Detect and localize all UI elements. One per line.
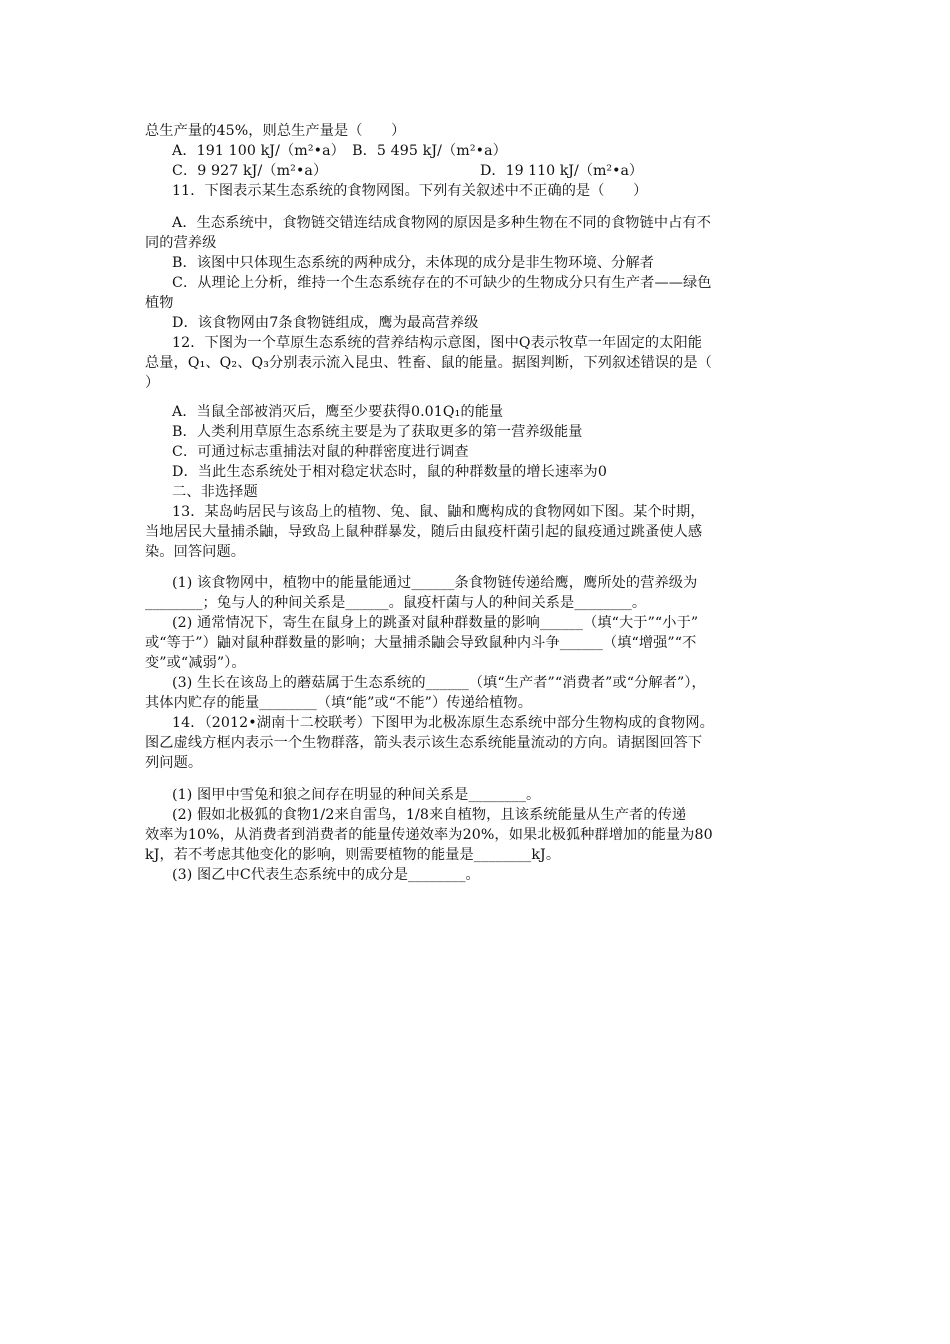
option-c: C．从理论上分析，维持一个生态系统存在的不可缺少的生物成分只有生产者——绿色: [172, 275, 712, 291]
question-13: 13．某岛屿居民与该岛上的植物、兔、鼠、鼬和鹰构成的食物网如下图。某个时期，: [172, 504, 705, 520]
option-d: D．该食物网由7条食物链组成，鹰为最高营养级: [172, 315, 479, 331]
sub-question: (2) 假如北极狐的食物1/2来自雷鸟，1/8来自植物，且该系统能量从生产者的传递: [172, 807, 687, 823]
text-line: 或“等于”）鼬对鼠种群数量的影响；大量捕杀鼬会导致鼠种内斗争______（填“增强”“不: [145, 635, 697, 651]
option-c: C．可通过标志重捕法对鼠的种群密度进行调查: [172, 444, 469, 460]
text-line: 变”或“减弱”）。: [145, 655, 246, 671]
text-line: ）: [145, 375, 160, 391]
section-heading: 二、非选择题: [172, 484, 258, 500]
text-line: 同的营养级: [145, 235, 217, 251]
option-d: D．19 110 kJ/（m²•a）: [480, 163, 644, 179]
question-11: 11．下图表示某生态系统的食物网图。下列有关叙述中不正确的是（ ）: [172, 183, 648, 199]
sub-question: (3) 生长在该岛上的蘑菇属于生态系统的______（填“生产者”“消费者”或“分解者”），: [172, 675, 706, 691]
sub-question: (3) 图乙中C代表生态系统中的成分是________。: [172, 867, 480, 883]
option-a: A．当鼠全部被消灭后，鹰至少要获得0.01Q₁的能量: [172, 404, 504, 420]
option-d: D．当此生态系统处于相对稳定状态时，鼠的种群数量的增长速率为0: [172, 464, 607, 480]
text-line: 染。回答问题。: [145, 544, 246, 560]
option-b: B．人类利用草原生态系统主要是为了获取更多的第一营养级能量: [172, 424, 583, 440]
option-line: A．191 100 kJ/（m²•a） B．5 495 kJ/（m²•a）: [172, 143, 507, 159]
sub-question: (1) 该食物网中，植物中的能量能通过______条食物链传递给鹰，鹰所处的营养级为: [172, 575, 698, 591]
text-line: kJ，若不考虑其他变化的影响，则需要植物的能量是________kJ。: [145, 847, 561, 863]
text-line: 列问题。: [145, 755, 203, 771]
text-line: 图乙虚线方框内表示一个生物群落，箭头表示该生态系统能量流动的方向。请据图回答下: [145, 735, 703, 751]
text-line: ________；兔与人的种间关系是______。鼠疫杆菌与人的种间关系是________。: [145, 595, 647, 611]
text-line: 其体内贮存的能量________（填“能”或“不能”）传递给植物。: [145, 695, 533, 711]
text-line: 效率为10%，从消费者到消费者的能量传递效率为20%，如果北极狐种群增加的能量为80: [145, 827, 713, 843]
sub-question: (2) 通常情况下，寄生在鼠身上的跳蚤对鼠种群数量的影响______（填“大于”“小于”: [172, 615, 699, 631]
question-12: 12．下图为一个草原生态系统的营养结构示意图，图中Q表示牧草一年固定的太阳能: [172, 335, 703, 351]
sub-question: (1) 图甲中雪兔和狼之间存在明显的种间关系是________。: [172, 787, 541, 803]
text-line: 植物: [145, 295, 174, 311]
text-line: 总生产量的45%，则总生产量是（ ）: [145, 123, 406, 139]
question-14: 14．（2012•湖南十二校联考）下图甲为北极冻原生态系统中部分生物构成的食物网。: [172, 715, 714, 731]
option-c: C．9 927 kJ/（m²•a）: [172, 163, 328, 179]
option-b: B．该图中只体现生态系统的两种成分，未体现的成分是非生物环境、分解者: [172, 255, 655, 271]
text-line: 总量，Q₁、Q₂、Q₃分别表示流入昆虫、牲畜、鼠的能量。据图判断，下列叙述错误的是（: [145, 355, 712, 371]
option-a: A．生态系统中，食物链交错连结成食物网的原因是多种生物在不同的食物链中占有不: [172, 215, 711, 231]
text-line: 当地居民大量捕杀鼬，导致岛上鼠种群暴发，随后由鼠疫杆菌引起的鼠疫通过跳蚤使人感: [145, 524, 703, 540]
